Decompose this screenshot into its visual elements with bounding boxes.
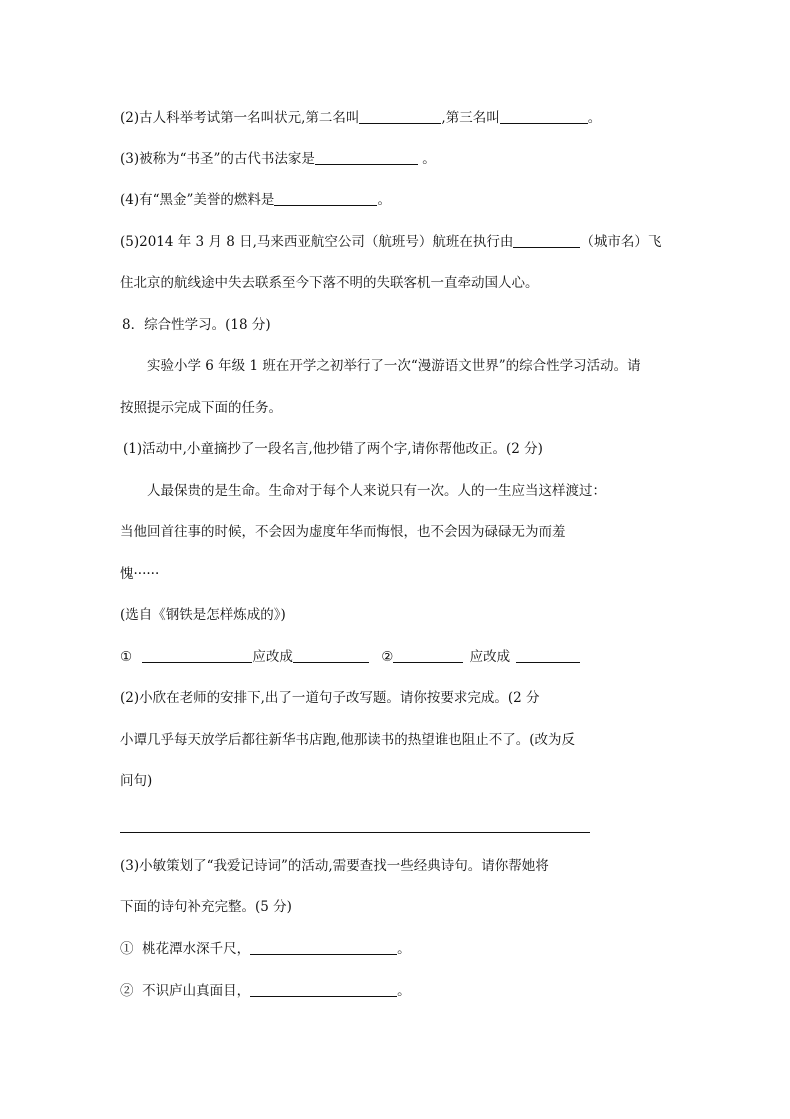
p1-quote-2 [120, 523, 566, 541]
q4-text-a: (4)有“黑金”美誉的燃料是 [120, 192, 275, 208]
p2-question-text: (2)小欣在老师的安排下,出了一道句子改写题。请你按要求完成。(2 分 [120, 690, 540, 706]
p3-question-2 [120, 898, 292, 916]
p1-answer-line [120, 648, 580, 666]
q3-line [120, 150, 436, 168]
q2-text-a: (2)古人科举考试第一名叫状元,第二名叫 [120, 110, 360, 126]
p3-blank-1[interactable] [250, 940, 397, 955]
p3-question-text-2: 下面的诗句补充完整。(5 分) [120, 899, 292, 915]
p3-blank-2[interactable] [250, 982, 397, 997]
p2-question [120, 689, 540, 707]
p3-poem-text-1: ① 桃花潭水深千尺， [120, 941, 251, 957]
q5-line-1 [120, 233, 661, 251]
p1-fix-label-1: 应改成 [252, 649, 293, 665]
p1-source [120, 606, 286, 624]
p3-poem-line-2 [120, 982, 411, 1000]
p1-blank-right-1[interactable] [293, 648, 369, 663]
q5-text-b: （城市名）飞 [580, 234, 662, 250]
q5-text-c: 住北京的航线途中失去联系至今下落不明的失联客机一直牵动国人心。 [120, 275, 539, 291]
p1-num-1: ① [120, 649, 133, 665]
p2-sentence-text-1: 小谭几乎每天放学后都往新华书店跑,他那读书的热望谁也阻止不了。(改为反 [120, 732, 576, 748]
p1-num-2: ② [381, 649, 394, 665]
p3-poem-end-1: 。 [397, 941, 411, 957]
p3-poem-end-2: 。 [397, 983, 411, 999]
p1-quote-3 [120, 565, 159, 583]
p1-fix-label-2: 应改成 [469, 649, 511, 665]
p3-poem-line-1 [120, 940, 411, 958]
p1-blank-wrong-1[interactable] [142, 648, 252, 663]
q4-blank[interactable] [274, 191, 377, 206]
q5-blank[interactable] [513, 233, 580, 248]
p2-sentence-text-2: 问句) [120, 773, 153, 789]
p3-question-text-1: (3)小敏策划了“我爱记诗词”的活动,需要查找一些经典诗句。请你帮她将 [120, 858, 549, 874]
q8-title [122, 316, 271, 334]
p3-question-1 [120, 857, 549, 875]
q2-text-b: ,第三名叫 [441, 110, 500, 126]
p1-blank-wrong-2[interactable] [393, 648, 463, 663]
q2-blank-2[interactable] [500, 109, 588, 124]
p1-quote-text-3: 愧······ [120, 566, 160, 582]
q3-blank[interactable] [315, 150, 418, 165]
q5-line-2 [120, 274, 539, 292]
q4-text-b: 。 [377, 192, 391, 208]
p1-quote-text-2: 当他回首往事的时候，不会因为虚度年华而悔恨，也不会因为碌碌无为而羞 [120, 524, 566, 540]
q3-text-a: (3)被称为“书圣”的古代书法家是 [120, 151, 315, 167]
p2-sentence-1 [120, 731, 575, 749]
p1-quote-text-1: 人最保贵的是生命。生命对于每个人来说只有一次。人的一生应当这样渡过： [147, 483, 606, 499]
p3-poem-text-2: ② 不识庐山真面目， [120, 983, 251, 999]
q3-text-b: 。 [417, 151, 436, 167]
q4-line [120, 191, 391, 209]
p1-quote-1 [147, 482, 606, 500]
q2-text-c: 。 [587, 110, 602, 126]
q8-title-text: 8．综合性学习。(18 分) [122, 317, 271, 333]
intro-line-2 [120, 399, 282, 417]
q5-text-a: (5)2014 年 3 月 8 日,马来西亚航空公司（航班号）航班在执行由 [120, 234, 514, 250]
intro-text-1: 实验小学 6 年级 1 班在开学之初举行了一次“漫游语文世界”的综合性学习活动。请 [147, 358, 641, 374]
p1-question [123, 440, 543, 458]
p1-source-text: (选自《钢铁是怎样炼成的》) [120, 607, 286, 623]
intro-line-1 [147, 357, 641, 375]
q2-line [120, 109, 601, 127]
p2-sentence-2 [120, 772, 152, 790]
intro-text-2: 按照提示完成下面的任务。 [120, 400, 282, 416]
p1-blank-right-2[interactable] [516, 648, 580, 663]
p2-answer-line[interactable] [120, 832, 590, 833]
q2-blank-1[interactable] [359, 109, 441, 124]
p1-question-text: (1)活动中,小童摘抄了一段名言,他抄错了两个字,请你帮他改正。(2 分) [123, 441, 543, 457]
